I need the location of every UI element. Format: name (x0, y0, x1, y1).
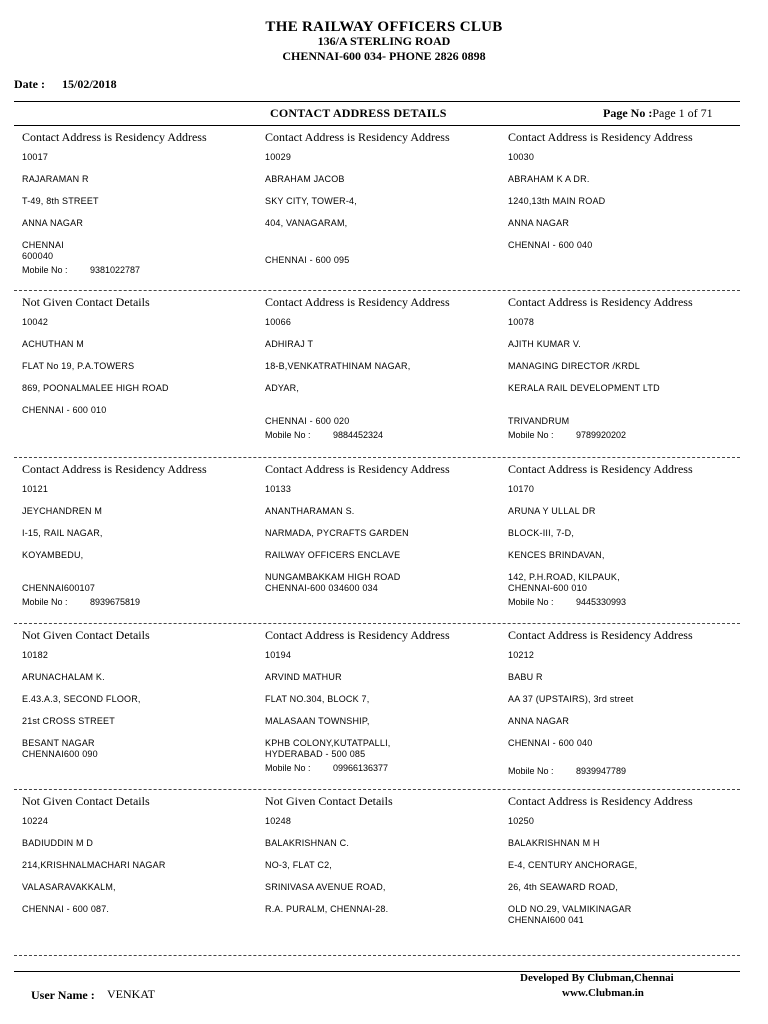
contact-card (508, 462, 748, 622)
member-name: ARVIND MATHUR (265, 672, 342, 682)
address-line-1: BLOCK-III, 7-D, (508, 528, 575, 538)
address-line-1: MANAGING DIRECTOR /KRDL (508, 361, 640, 371)
address-line-3: CHENNAI (22, 240, 64, 250)
member-name: ARUNA Y ULLAL DR (508, 506, 596, 516)
row-divider (14, 789, 740, 790)
member-id: 10029 (265, 152, 292, 162)
mobile-label: Mobile No : (265, 430, 311, 440)
contact-type: Not Given Contact Details (22, 628, 150, 642)
address-line-extra: CHENNAI-600 034600 034 (265, 583, 378, 593)
address-line-2: KENCES BRINDAVAN, (508, 550, 605, 560)
mobile-label: Mobile No : (508, 597, 554, 607)
mobile-value: 8939675819 (90, 597, 141, 607)
member-id: 10212 (508, 650, 535, 660)
contact-type: Contact Address is Residency Address (508, 130, 693, 144)
address-line-1: AA 37 (UPSTAIRS), 3rd street (508, 694, 634, 704)
mobile-label: Mobile No : (265, 763, 311, 773)
bottom-dashed-rule (14, 955, 740, 956)
contact-card (22, 462, 262, 622)
contact-card (265, 130, 505, 290)
member-name: BADIUDDIN M D (22, 838, 94, 848)
address-line-extra: 600040 (22, 251, 54, 261)
address-line-1: NARMADA, PYCRAFTS GARDEN (265, 528, 409, 538)
member-id: 10224 (22, 816, 49, 826)
member-id: 10030 (508, 152, 535, 162)
mobile-value: 9445330993 (576, 597, 627, 607)
member-id: 10017 (22, 152, 49, 162)
contact-card (508, 295, 748, 455)
address-line-1: E.43.A.3, SECOND FLOOR, (22, 694, 141, 704)
address-line-extra: CHENNAI-600 010 (508, 583, 588, 593)
mobile-number (22, 597, 141, 607)
contact-type: Contact Address is Residency Address (508, 794, 693, 808)
member-name: RAJARAMAN R (22, 174, 89, 184)
contact-card (22, 130, 262, 290)
address-line-extra: CHENNAI600107 (22, 583, 96, 593)
address-line-1: FLAT No 19, P.A.TOWERS (22, 361, 135, 371)
mobile-label: Mobile No : (508, 430, 554, 440)
mobile-value: 8939947789 (576, 766, 627, 776)
contact-type: Contact Address is Residency Address (265, 130, 450, 144)
member-name: ARUNACHALAM K. (22, 672, 105, 682)
mobile-number (508, 597, 627, 607)
header-rule (14, 101, 740, 102)
contact-type: Contact Address is Residency Address (22, 462, 207, 476)
page-number (603, 106, 713, 121)
date-value: 15/02/2018 (62, 77, 117, 91)
member-name: ACHUTHAN M (22, 339, 84, 349)
date-label: Date : (14, 77, 45, 91)
address-line-2: ANNA NAGAR (508, 218, 570, 228)
member-name: ABRAHAM K A DR. (508, 174, 590, 184)
address-line-2: 21st CROSS STREET (22, 716, 115, 726)
mobile-number (265, 763, 389, 773)
member-id: 10042 (22, 317, 49, 327)
user-name-value: VENKAT (107, 987, 155, 1001)
contact-type: Not Given Contact Details (22, 295, 150, 309)
member-id: 10133 (265, 484, 292, 494)
contact-card (22, 295, 262, 455)
address-line-1: I-15, RAIL NAGAR, (22, 528, 103, 538)
member-id: 10170 (508, 484, 535, 494)
row-divider (14, 623, 740, 624)
member-id: 10066 (265, 317, 292, 327)
user-name-label: User Name : (31, 988, 95, 1002)
address-line-extra: HYDERABAD - 500 085 (265, 749, 366, 759)
contact-card (265, 628, 505, 788)
mobile-number (265, 430, 384, 440)
address-line-extra: TRIVANDRUM (508, 416, 570, 426)
address-line-1: FLAT NO.304, BLOCK 7, (265, 694, 370, 704)
member-id: 10248 (265, 816, 292, 826)
address-line-2: ANNA NAGAR (22, 218, 84, 228)
club-address: 136/A STERLING ROAD (317, 34, 451, 48)
contact-card (265, 462, 505, 622)
address-line-1: 18-B,VENKATRATHINAM NAGAR, (265, 361, 411, 371)
member-name: JEYCHANDREN M (22, 506, 103, 516)
mobile-value: 9789920202 (576, 430, 627, 440)
address-line-extra: CHENNAI600 041 (508, 915, 584, 925)
address-line-3: CHENNAI - 600 040 (508, 738, 593, 748)
page-value: Page 1 of 71 (652, 106, 713, 120)
address-line-2: MALASAAN TOWNSHIP, (265, 716, 370, 726)
mobile-number (508, 430, 627, 440)
member-id: 10078 (508, 317, 535, 327)
address-line-2: KOYAMBEDU, (22, 550, 84, 560)
table-top-rule (14, 125, 740, 126)
contact-type: Not Given Contact Details (265, 794, 393, 808)
address-line-1: 214,KRISHNALMACHARI NAGAR (22, 860, 166, 870)
contact-type: Contact Address is Residency Address (508, 295, 693, 309)
address-line-1: 1240,13th MAIN ROAD (508, 196, 606, 206)
member-name: ADHIRAJ T (265, 339, 314, 349)
developer-credit: Developed By Clubman,Chennai (520, 972, 674, 984)
member-name: BALAKRISHNAN M H (508, 838, 600, 848)
row-divider (14, 457, 740, 458)
address-line-3: KPHB COLONY,KUTATPALLI, (265, 738, 391, 748)
address-line-2: RAILWAY OFFICERS ENCLAVE (265, 550, 401, 560)
club-city-phone: CHENNAI-600 034- PHONE 2826 0898 (282, 49, 486, 63)
address-line-2: 404, VANAGARAM, (265, 218, 348, 228)
row-divider (14, 290, 740, 291)
section-title: CONTACT ADDRESS DETAILS (270, 106, 447, 120)
mobile-label: Mobile No : (508, 766, 554, 776)
contact-type: Contact Address is Residency Address (508, 628, 693, 642)
mobile-label: Mobile No : (22, 597, 68, 607)
address-line-extra: CHENNAI - 600 095 (265, 255, 350, 265)
address-line-1: T-49, 8th STREET (22, 196, 99, 206)
mobile-value: 9381022787 (90, 265, 141, 275)
member-id: 10250 (508, 816, 535, 826)
address-line-3: 142, P.H.ROAD, KILPAUK, (508, 572, 620, 582)
address-line-2: VALASARAVAKKALM, (22, 882, 116, 892)
mobile-number (22, 265, 141, 275)
member-id: 10182 (22, 650, 49, 660)
address-line-3: CHENNAI - 600 040 (508, 240, 593, 250)
address-line-3: OLD NO.29, VALMIKINAGAR (508, 904, 632, 914)
contact-type: Contact Address is Residency Address (265, 462, 450, 476)
address-line-2: ADYAR, (265, 383, 300, 393)
contact-type: Contact Address is Residency Address (508, 462, 693, 476)
address-line-2: SRINIVASA AVENUE ROAD, (265, 882, 386, 892)
member-name: ANANTHARAMAN S. (265, 506, 355, 516)
contact-type: Contact Address is Residency Address (265, 628, 450, 642)
member-id: 10194 (265, 650, 292, 660)
club-title: THE RAILWAY OFFICERS CLUB (265, 19, 503, 35)
address-line-3: BESANT NAGAR (22, 738, 95, 748)
address-line-3: CHENNAI - 600 087. (22, 904, 110, 914)
address-line-extra: CHENNAI - 600 020 (265, 416, 350, 426)
address-line-1: E-4, CENTURY ANCHORAGE, (508, 860, 638, 870)
address-line-2: 26, 4th SEAWARD ROAD, (508, 882, 619, 892)
address-line-1: SKY CITY, TOWER-4, (265, 196, 357, 206)
contact-card (508, 130, 748, 290)
mobile-number (508, 766, 627, 776)
mobile-value: 09966136377 (333, 763, 389, 773)
address-line-3: NUNGAMBAKKAM HIGH ROAD (265, 572, 401, 582)
page-label: Page No : (603, 106, 653, 120)
member-id: 10121 (22, 484, 49, 494)
member-name: ABRAHAM JACOB (265, 174, 345, 184)
address-line-2: 869, POONALMALEE HIGH ROAD (22, 383, 169, 393)
address-line-3: R.A. PURALM, CHENNAI-28. (265, 904, 389, 914)
member-name: BABU R (508, 672, 543, 682)
contact-type: Contact Address is Residency Address (265, 295, 450, 309)
contact-card (265, 295, 505, 455)
contact-card (265, 794, 505, 954)
mobile-label: Mobile No : (22, 265, 68, 275)
contact-card (508, 628, 748, 788)
contact-type: Not Given Contact Details (22, 794, 150, 808)
address-line-extra: CHENNAI600 090 (22, 749, 98, 759)
member-name: AJITH KUMAR V. (508, 339, 581, 349)
contact-card (22, 794, 262, 954)
contact-type: Contact Address is Residency Address (22, 130, 207, 144)
contact-card (22, 628, 262, 788)
address-line-1: NO-3, FLAT C2, (265, 860, 332, 870)
address-line-3: CHENNAI - 600 010 (22, 405, 107, 415)
member-name: BALAKRISHNAN C. (265, 838, 350, 848)
mobile-value: 9884452324 (333, 430, 384, 440)
developer-website: www.Clubman.in (562, 987, 644, 999)
address-line-2: KERALA RAIL DEVELOPMENT LTD (508, 383, 660, 393)
address-line-2: ANNA NAGAR (508, 716, 570, 726)
contact-card (508, 794, 748, 954)
